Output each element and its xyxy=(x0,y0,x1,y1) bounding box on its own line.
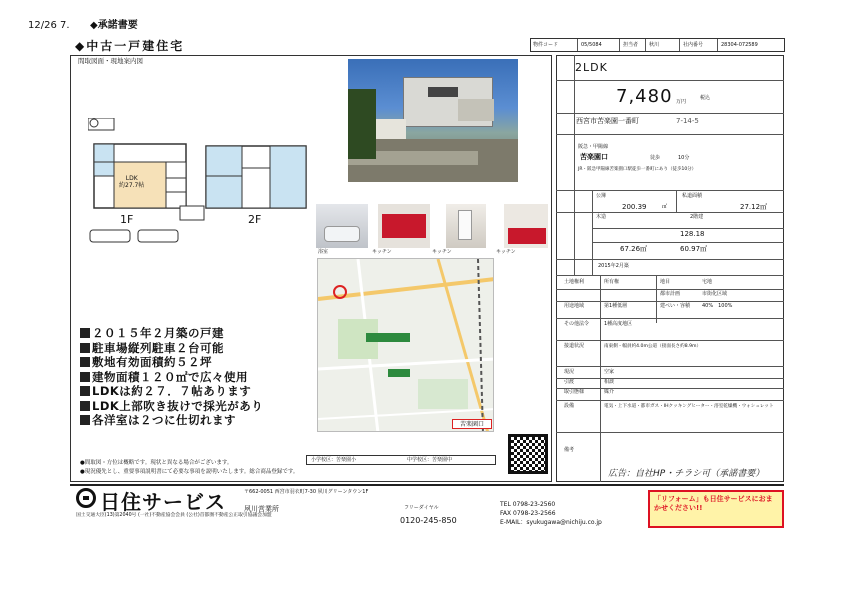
id-label: 社内番号 xyxy=(683,42,704,48)
caption-kitchen-3: キッチン xyxy=(496,249,516,255)
row-value: 宅地 xyxy=(702,279,713,285)
feature-item: LDK上部吹き抜けで採光があり xyxy=(80,399,263,414)
structure-label: 木造 xyxy=(596,214,607,220)
row-value: 第1種低層 xyxy=(604,303,628,309)
parking-cars xyxy=(86,226,206,246)
walk-minutes: 10分 xyxy=(678,155,690,161)
row-value: 南東側・幅員約4.0m公道（接面長さ約8.9m） xyxy=(604,344,702,349)
email-address[interactable]: E-MAIL：syukugawa@nichiju.co.jp xyxy=(500,519,602,526)
tel-number[interactable]: TEL 0798-23-2560 xyxy=(500,501,556,508)
land-area-label: 公簿 xyxy=(596,193,607,199)
code-value: 05/5084 xyxy=(581,42,602,48)
transport-line: 阪急・甲陽線 xyxy=(578,144,609,150)
price-unit: 万円 xyxy=(676,99,687,105)
id-value: 28304-072589 xyxy=(721,42,758,48)
row-value: 相談 xyxy=(604,379,615,385)
map-station-label: 苦楽園口 xyxy=(452,419,492,429)
walk-label: 徒歩 xyxy=(650,155,661,161)
company-logo-icon xyxy=(76,488,96,508)
feature-item: LDKは約２７．７帖あります xyxy=(80,384,263,399)
land-area: 200.39 xyxy=(622,203,647,211)
floor-plan-2f xyxy=(204,144,312,212)
feature-item: 駐車場縦列駐車２台可能 xyxy=(80,341,263,356)
area-map xyxy=(317,258,494,432)
row-value: 媒介 xyxy=(604,389,615,395)
row-key: 用途地域 xyxy=(564,303,585,309)
land-unit: ㎡ xyxy=(662,204,668,210)
tax-note: 税込 xyxy=(700,95,711,101)
row-value: 40% 100% xyxy=(702,303,733,309)
reform-banner-text: 「リフォーム」も日住サービスにおまかせください!! xyxy=(654,495,773,512)
kitchen-photo-3 xyxy=(504,204,548,248)
structure-note: 2階建 xyxy=(690,214,704,220)
floor-plan-1f xyxy=(88,118,206,240)
license-text: 国土交通大臣(13)第2040号 (一社)不動産協会会員 (公社)首都圏不動産公正取引協議会加盟 xyxy=(76,513,272,518)
free-dial-label: フリーダイヤル xyxy=(404,505,439,511)
note-1: ●間取図・方位は概略です。現状と異なる場合がございます。 xyxy=(80,460,233,466)
road-area: 27.12㎡ xyxy=(740,203,768,211)
staff-value: 秋川 xyxy=(649,42,660,48)
reform-banner[interactable] xyxy=(648,490,784,528)
code-box xyxy=(530,38,785,52)
kitchen-photo-1 xyxy=(378,204,430,248)
row-key: 建ぺい・容積 xyxy=(660,303,691,309)
feature-item: 敷地有効面積約５２坪 xyxy=(80,355,263,370)
map-green-label xyxy=(366,333,410,342)
row-value: 電気・上下水道・都市ガス・IHクッキングヒーター・浴室乾燥機・ウォシュレット xyxy=(604,404,774,409)
office-address: 〒662-0051 西宮市羽衣町7-30 夙川グリーンタウン1F xyxy=(244,489,369,495)
row-key: 地目 xyxy=(660,279,671,285)
feature-list xyxy=(80,326,263,428)
price-value: 7,480 xyxy=(616,86,673,107)
row-key: その他法令 xyxy=(564,321,590,327)
row-value: 市街化区域 xyxy=(702,291,728,297)
staff-label: 担当者 xyxy=(623,42,639,48)
fax-number: FAX 0798-23-2566 xyxy=(500,510,556,517)
feature-item: ２０１５年２月築の戸建 xyxy=(80,326,263,341)
school-elem: 小学校区：苦楽園小 xyxy=(311,457,357,463)
building-area: 128.18 xyxy=(680,230,705,238)
code-label: 物件コード xyxy=(533,42,559,48)
note-2: ●現況優先とし、重要事項説明書にて必要な事項を説明いたします。総合商品登録です。 xyxy=(80,469,299,475)
row-key: 取引態様 xyxy=(564,389,585,395)
doc-title: ◆承諾書要 xyxy=(90,20,138,31)
row-value: 空家 xyxy=(604,369,615,375)
row-key: 都市計画 xyxy=(660,291,681,297)
floor2-label: 2F xyxy=(248,213,262,226)
transport-note: JR・阪急甲陽線苦楽園口駅徒歩一番町にあり（徒歩10分） xyxy=(578,167,697,172)
floor1-area: 67.26㎡ xyxy=(620,245,648,253)
built-date: 2015年2月築 xyxy=(598,263,629,269)
school-junior: 中学校区：苦楽園中 xyxy=(407,457,453,463)
feature-item: 各洋室は２つに仕切れます xyxy=(80,413,263,428)
transport-station: 苦楽園口 xyxy=(580,153,608,161)
row-key: 接道状況 xyxy=(564,343,585,349)
row-value: 所有権 xyxy=(604,279,620,285)
feature-item: 建物面積１２０㎡で広々使用 xyxy=(80,370,263,385)
address: 西宮市苦楽園一番町 xyxy=(576,117,639,125)
date-line: 12/26 7. xyxy=(28,20,70,31)
kitchen-photo-2 xyxy=(446,204,486,248)
handwritten-note: 広告：自社HP・チラシ可（承諾書要） xyxy=(608,469,765,479)
school-box xyxy=(306,455,496,465)
address-number: 7-14-5 xyxy=(676,117,699,125)
layout-value: 2LDK xyxy=(575,61,608,74)
caption-bath: 浴室 xyxy=(318,249,329,255)
property-type: ◆中古一戸建住宅 xyxy=(75,39,185,53)
exterior-photo xyxy=(348,59,518,182)
bath-photo xyxy=(316,204,368,248)
caption-kitchen-2: キッチン xyxy=(432,249,452,255)
row-key: 土地権利 xyxy=(564,279,585,285)
plan-label: 間取図面・現地案内図 xyxy=(78,57,143,65)
road-label: 私道面積 xyxy=(682,193,703,199)
row-key: 備考 xyxy=(564,447,575,453)
branch-name: 夙川営業所 xyxy=(244,505,279,513)
qr-code xyxy=(508,434,548,474)
map-green-label-2 xyxy=(388,369,410,377)
row-value: 1種高度地区 xyxy=(604,321,633,327)
company-name: 日住サービス xyxy=(100,490,226,514)
ldk-room-label: LDK 約27.7帖 xyxy=(119,175,145,189)
floor1-label: 1F xyxy=(120,213,134,226)
floor2-area: 60.97㎡ xyxy=(680,245,708,253)
caption-kitchen-1: キッチン xyxy=(372,249,392,255)
row-key: 設備 xyxy=(564,403,575,409)
row-key: 引渡 xyxy=(564,379,575,385)
row-key: 現況 xyxy=(564,369,575,375)
free-dial-number[interactable]: 0120-245-850 xyxy=(400,516,457,525)
